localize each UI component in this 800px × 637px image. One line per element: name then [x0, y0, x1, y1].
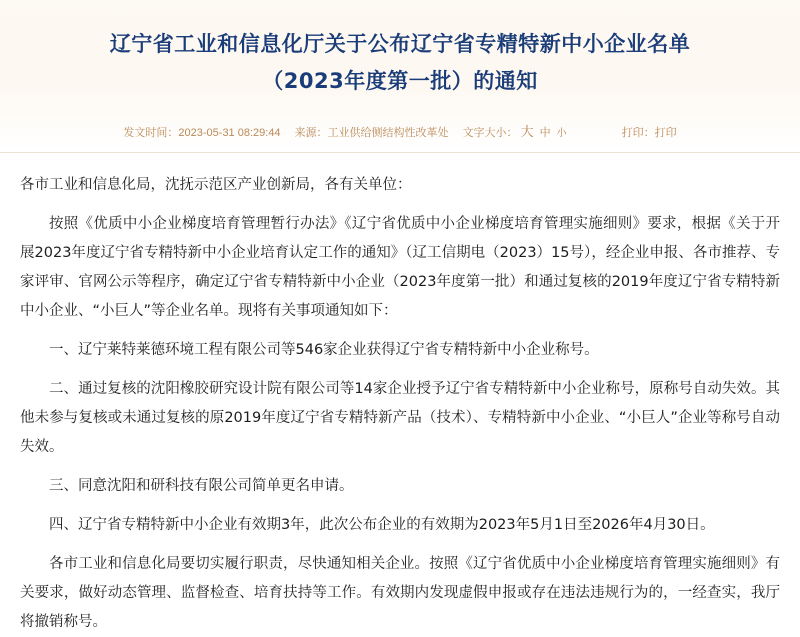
document-meta: [60, 122, 740, 143]
document-body: [0, 153, 800, 637]
source-label: 来源：: [294, 126, 328, 139]
font-size-large-button[interactable]: 大: [520, 123, 534, 139]
page-title-line-2: （2023年度第一批）的通知: [262, 68, 538, 93]
print-button[interactable]: 打印: [654, 126, 677, 139]
paragraph-item-4: 四、辽宁省专精特新中小企业有效期3年，此次公布企业的有效期为2023年5月1日至2026年4月30日。: [49, 517, 715, 534]
source-value: 工业供给侧结构性改革处: [327, 126, 449, 139]
page-title: [60, 26, 740, 100]
paragraph-background: 按照《优质中小企业梯度培育管理暂行办法》《辽宁省优质中小企业梯度培育管理实施细则》要求，根据《关于开展2023年度辽宁省专精特新中小企业培育认定工作的通知》（辽工信期电（2023）15号），经企业申报、各市推荐、专家评审、官网公示等程序，确定辽宁省专精特新中小企业（2023年度第一批）和通过复核的2019年度辽宁省专精特新中小企业、“小巨人”等企业名单。现将有关事项通知如下：: [20, 216, 780, 320]
font-size-small-button[interactable]: 小: [556, 127, 567, 139]
font-size-medium-button[interactable]: 中: [539, 126, 551, 139]
publish-time-value: 2023-05-31 08:29:44: [178, 126, 281, 139]
publish-time-label: 发文时间：: [123, 126, 179, 139]
font-size-label: 文字大小：: [462, 126, 518, 139]
paragraph-salutation: 各市工业和信息化局，沈抚示范区产业创新局，各有关单位：: [20, 177, 412, 194]
paragraph-item-2: 二、通过复核的沈阳橡胶研究设计院有限公司等14家企业授予辽宁省专精特新中小企业称号，原称号自动失效。其他未参与复核或未通过复核的原2019年度辽宁省专精特新产品（技术）、专精特新中小企业、“小巨人”企业等称号自动失效。: [20, 381, 780, 456]
paragraph-item-3: 三、同意沈阳和研科技有限公司简单更名申请。: [49, 478, 354, 495]
paragraph-closing: 各市工业和信息化局要切实履行职责，尽快通知相关企业。按照《辽宁省优质中小企业梯度培育管理实施细则》有关要求，做好动态管理、监督检查、培育扶持等工作。有效期内发现虚假申报或存在违法违规行为的，一经查实，我厅将撤销称号。: [20, 556, 780, 631]
page-title-line-1: 辽宁省工业和信息化厅关于公布辽宁省专精特新中小企业名单: [109, 32, 691, 56]
document-header: [0, 0, 800, 152]
print-label: 打印：: [621, 126, 655, 139]
paragraph-item-1: 一、辽宁莱特莱德环境工程有限公司等546家企业获得辽宁省专精特新中小企业称号。: [49, 342, 599, 359]
